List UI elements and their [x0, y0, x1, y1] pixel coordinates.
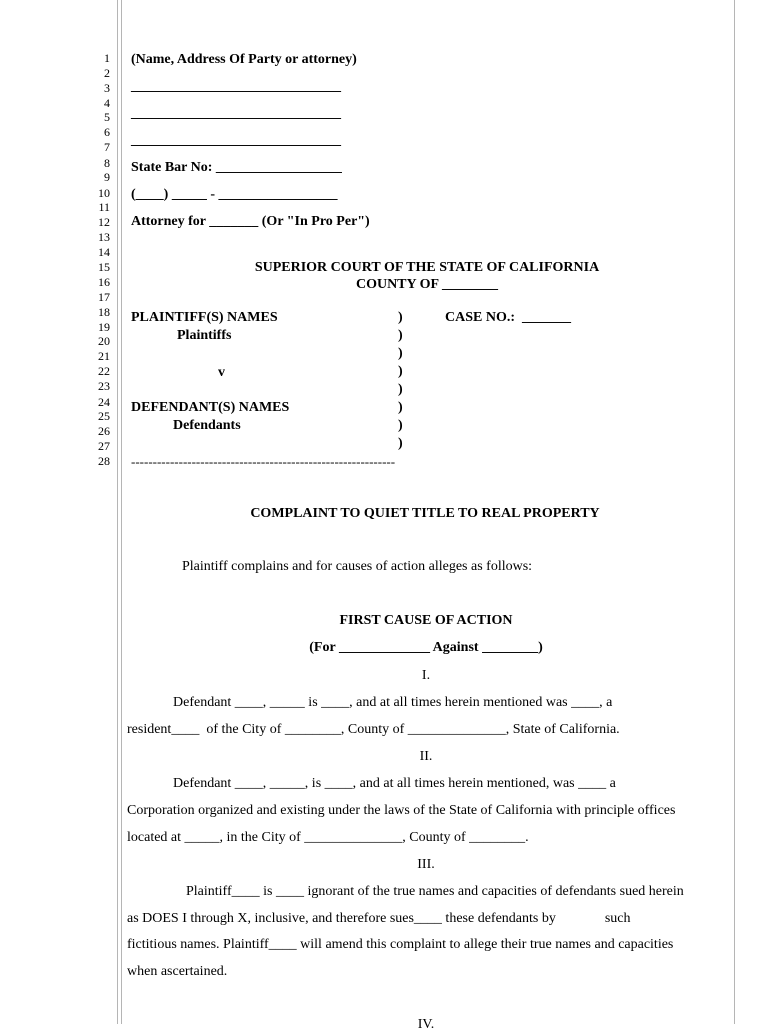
plaintiffs-label: Plaintiffs — [177, 328, 232, 343]
line-number: 20 — [98, 334, 110, 348]
section-3-line-3: fictitious names. Plaintiff____ will amend this complaint to allege their true names and capacities — [127, 937, 674, 952]
plaintiff-names: PLAINTIFF(S) NAMES — [131, 310, 278, 325]
caption-paren: ) — [398, 346, 403, 361]
blank-line-2: ______________________________ — [131, 106, 341, 121]
section-1-line-1: Defendant ____, _____ is ____, and at all times herein mentioned was ____, a — [173, 695, 613, 710]
cause-heading: FIRST CAUSE OF ACTION — [339, 613, 513, 628]
section-1-line-2: resident____ of the City of ________, County of ______________, State of California. — [127, 722, 620, 737]
line-number: 9 — [104, 170, 110, 184]
caption-separator: ------------------------------------------------------------- — [131, 454, 396, 469]
line-number: 2 — [104, 66, 110, 80]
section-2-line-1: Defendant ____, _____, is ____, and at all times herein mentioned, was ____ a — [173, 776, 616, 791]
complaint-title: COMPLAINT TO QUIET TITLE TO REAL PROPERTY — [250, 506, 600, 521]
line-number: 13 — [98, 230, 110, 244]
line-number: 22 — [98, 364, 110, 378]
attorney-for-line: Attorney for _______ (Or "In Pro Per") — [131, 214, 370, 229]
caption-paren: ) — [398, 382, 403, 397]
phone-line: (____) _____ - _________________ — [131, 187, 338, 202]
court-county: COUNTY OF ________ — [355, 277, 499, 292]
section-2-line-2: Corporation organized and existing under the laws of the State of California with principle offices — [127, 803, 676, 818]
line-number: 15 — [98, 260, 110, 274]
left-margin-rule-inner — [121, 0, 122, 1024]
caption-paren: ) — [398, 418, 403, 433]
section-numeral-3: III. — [417, 857, 435, 872]
line-number: 4 — [104, 96, 110, 110]
line-number: 16 — [98, 275, 110, 289]
left-margin-rule-outer — [117, 0, 118, 1024]
blank-line-3: ______________________________ — [131, 133, 341, 148]
complaint-intro: Plaintiff complains and for causes of action alleges as follows: — [182, 559, 533, 574]
defendants-label: Defendants — [173, 418, 241, 433]
line-number: 17 — [98, 290, 110, 304]
cause-subheading: (For _____________ Against ________) — [309, 640, 543, 655]
caption-paren: ) — [398, 310, 403, 325]
line-number: 10 — [98, 186, 110, 200]
line-number: 21 — [98, 349, 110, 363]
line-number: 23 — [98, 379, 110, 393]
line-number: 1 — [104, 51, 110, 65]
state-bar-line: State Bar No: __________________ — [131, 160, 342, 175]
right-margin-rule — [734, 0, 735, 1024]
section-3-line-2: as DOES I through X, inclusive, and therefore sues____ these defendants by such — [127, 911, 631, 926]
line-number: 28 — [98, 454, 110, 468]
caption-paren: ) — [398, 364, 403, 379]
line-number: 8 — [104, 156, 110, 170]
court-name: SUPERIOR COURT OF THE STATE OF CALIFORNIA — [254, 260, 600, 275]
caption-paren: ) — [398, 436, 403, 451]
line-number: 5 — [104, 110, 110, 124]
case-number: CASE NO.: _______ — [445, 310, 572, 325]
party-label: (Name, Address Of Party or attorney) — [131, 52, 357, 67]
line-number: 26 — [98, 424, 110, 438]
section-3-line-1: Plaintiff____ is ____ ignorant of the true names and capacities of defendants sued herein — [186, 884, 684, 899]
section-2-line-3: located at _____, in the City of ______________, County of ________. — [127, 830, 529, 845]
line-number: 24 — [98, 395, 110, 409]
line-number: 19 — [98, 320, 110, 334]
versus-label: v — [218, 365, 225, 380]
line-number: 18 — [98, 305, 110, 319]
line-number: 14 — [98, 245, 110, 259]
section-numeral-2: II. — [419, 749, 433, 764]
caption-paren: ) — [398, 400, 403, 415]
caption-paren: ) — [398, 328, 403, 343]
line-number: 6 — [104, 125, 110, 139]
line-number: 7 — [104, 140, 110, 154]
line-number: 27 — [98, 439, 110, 453]
line-number: 12 — [98, 215, 110, 229]
line-number: 3 — [104, 81, 110, 95]
blank-line-1: ______________________________ — [131, 79, 341, 94]
line-number: 11 — [98, 200, 110, 214]
section-numeral-4: IV. — [417, 1017, 435, 1032]
section-3-line-4: when ascertained. — [127, 964, 228, 979]
defendant-names: DEFENDANT(S) NAMES — [131, 400, 290, 415]
section-numeral-1: I. — [421, 668, 431, 683]
line-number: 25 — [98, 409, 110, 423]
